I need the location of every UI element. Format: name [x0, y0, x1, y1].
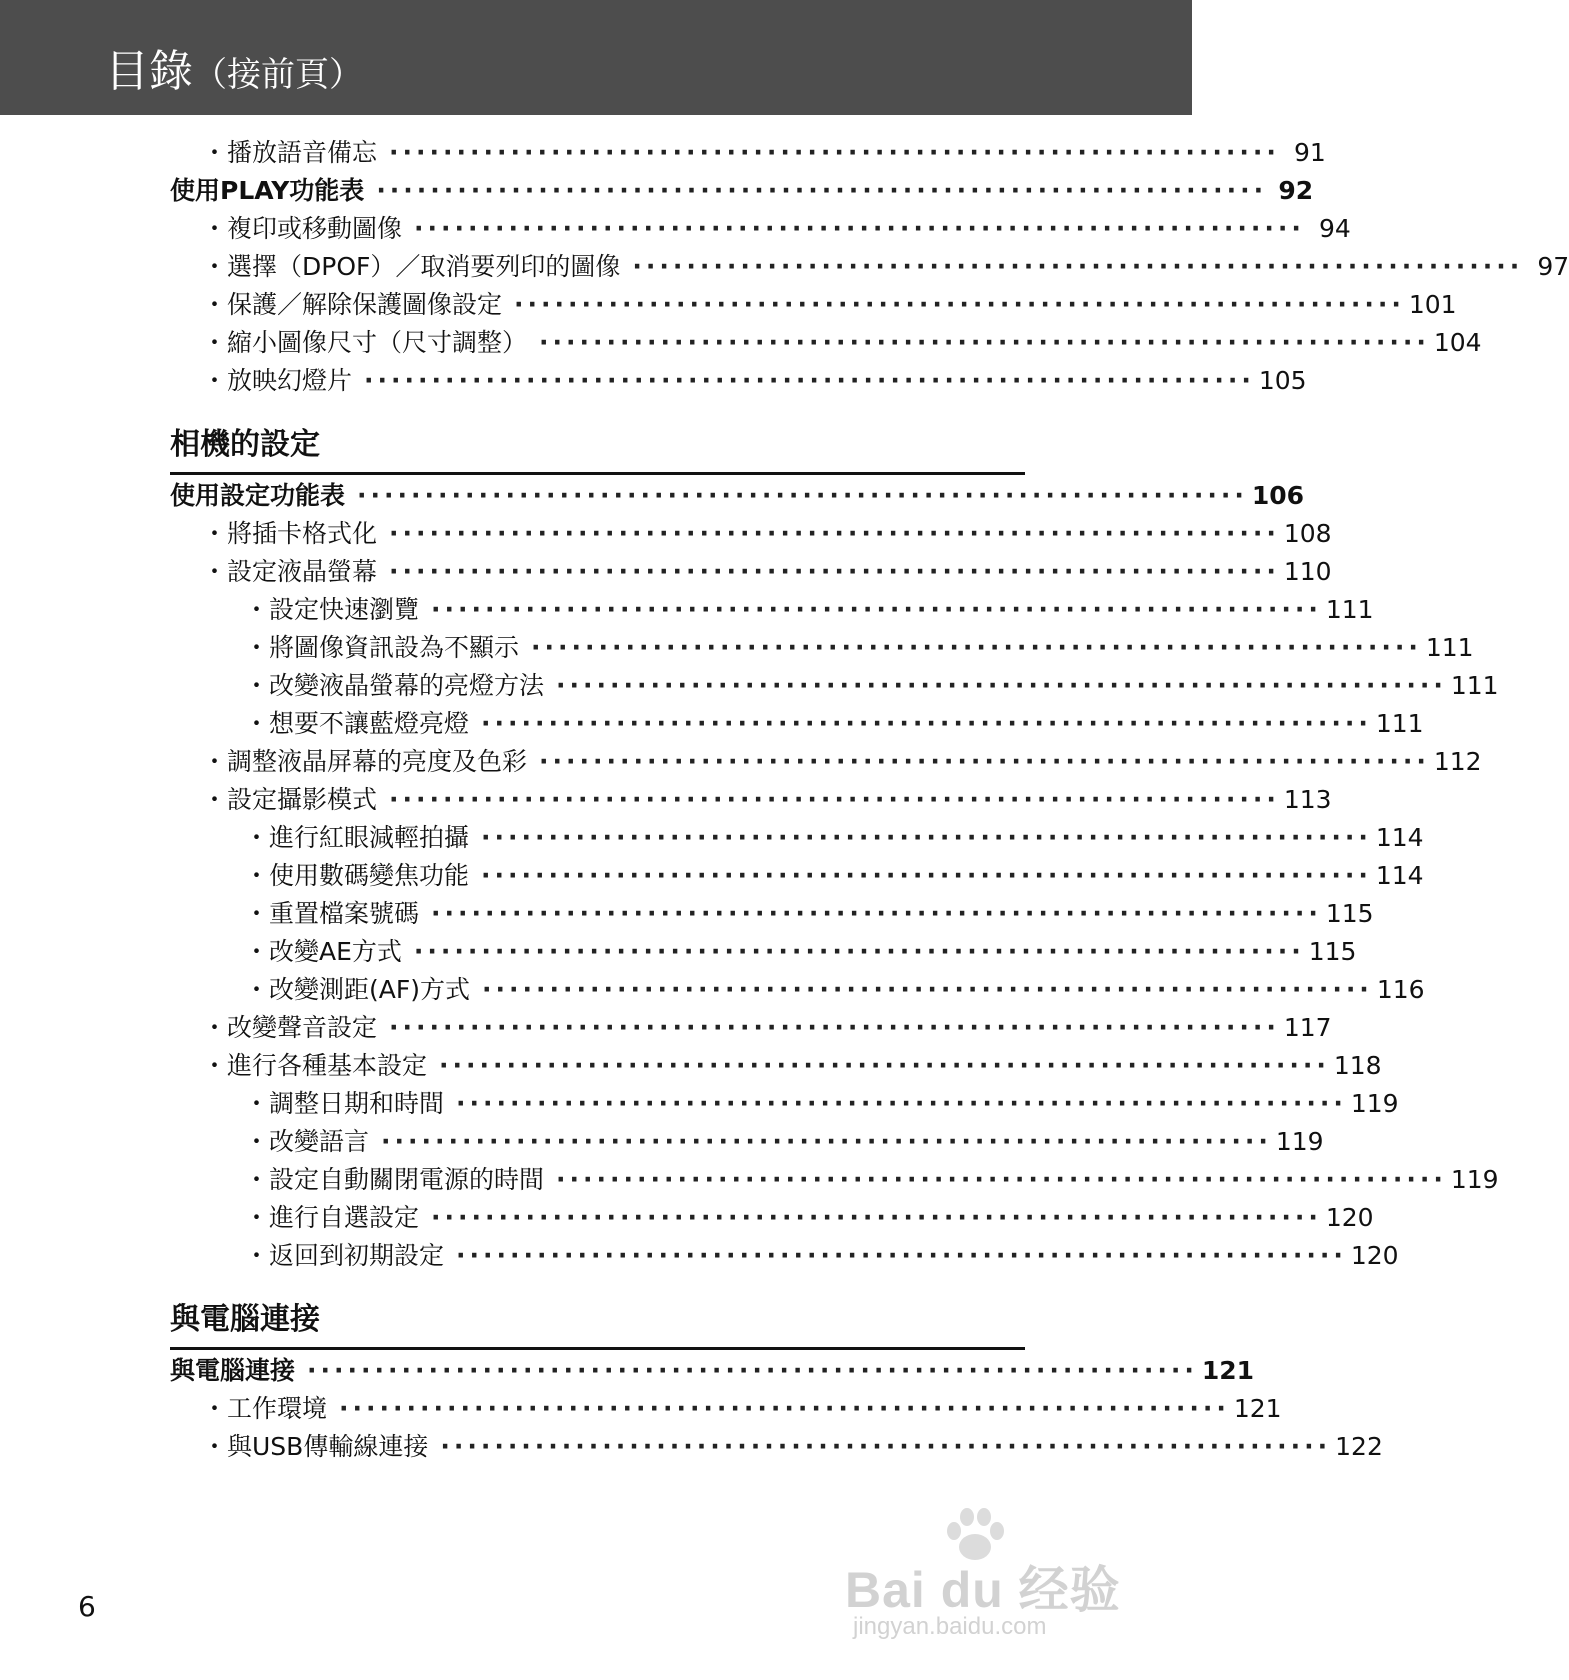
toc-entry-page: 121 — [1201, 1356, 1255, 1385]
toc-entry-label: ・工作環境 — [202, 1394, 328, 1423]
toc-entry-label: ・將插卡格式化 — [202, 519, 378, 548]
dot-leader: ·································································· — [440, 1432, 1332, 1461]
dot-leader: ·································································· — [456, 1089, 1347, 1118]
title-subtitle: （接前頁） — [193, 55, 363, 95]
toc-entry — [170, 705, 1424, 743]
toc-entry — [170, 971, 1425, 1009]
toc-entry — [170, 286, 1457, 324]
dot-leader: ·································································· — [539, 747, 1430, 776]
toc-entry — [170, 1123, 1324, 1161]
dot-leader: ·································································· — [357, 481, 1248, 510]
toc-entry-label: ・保護／解除保護圖像設定 — [202, 290, 503, 319]
title-text: 目錄 — [105, 46, 193, 97]
toc-entry-label: ・與USB傳輸線連接 — [202, 1432, 429, 1461]
dot-leader: ·································································· — [481, 861, 1372, 890]
dot-leader: ·································································· — [307, 1356, 1198, 1385]
page-header — [0, 0, 1192, 115]
toc-entry — [170, 933, 1357, 971]
toc-entry-page: 119 — [1275, 1127, 1324, 1156]
toc-entry-page: 114 — [1375, 823, 1424, 852]
toc-entry-page: 111 — [1425, 633, 1474, 662]
toc-entry — [170, 667, 1499, 705]
toc-entry-label: ・複印或移動圖像 — [202, 214, 403, 243]
toc-entry-label: 使用PLAY功能表 — [170, 176, 365, 205]
toc-entry — [170, 134, 1326, 172]
toc-entry — [170, 1161, 1499, 1199]
toc-entry-page: 116 — [1376, 975, 1425, 1004]
dot-leader: ·································································· — [413, 937, 1305, 966]
toc-entry-page: 111 — [1375, 709, 1424, 738]
dot-leader: ·································································· — [481, 823, 1372, 852]
toc-entry-label: ・放映幻燈片 — [202, 366, 353, 395]
toc-entry-page: 111 — [1325, 595, 1374, 624]
toc-entry-label: ・調整液晶屏幕的亮度及色彩 — [202, 747, 528, 776]
toc-entry — [170, 553, 1332, 591]
toc-entry-label: ・調整日期和時間 — [244, 1089, 445, 1118]
dot-leader: ·································································· — [389, 785, 1280, 814]
toc-entry-page: 117 — [1283, 1013, 1332, 1042]
toc-entry — [170, 591, 1374, 629]
baidu-watermark — [845, 1505, 1125, 1655]
header-title — [105, 44, 363, 103]
toc-entry-label: ・將圖像資訊設為不顯示 — [244, 633, 520, 662]
toc-entry-page: 105 — [1258, 366, 1307, 395]
toc-entry — [170, 743, 1482, 781]
toc-entry-label: 與電腦連接 — [170, 1356, 296, 1385]
toc-entry-page: 91 — [1294, 138, 1326, 167]
dot-leader: ·································································· — [481, 709, 1372, 738]
toc-entry — [170, 781, 1332, 819]
toc-entry-page: 120 — [1325, 1203, 1374, 1232]
toc-entry — [170, 477, 1305, 515]
toc-entry-page: 108 — [1283, 519, 1332, 548]
toc-entry-label: ・改變液晶螢幕的亮燈方法 — [244, 671, 545, 700]
toc-entry — [170, 857, 1424, 895]
toc-entry-page: 110 — [1283, 557, 1332, 586]
toc-entry — [170, 1390, 1282, 1428]
toc-entry-label: ・改變聲音設定 — [202, 1013, 378, 1042]
toc-entry — [170, 515, 1332, 553]
dot-leader: ·································································· — [556, 1165, 1447, 1194]
toc-entry — [170, 1009, 1332, 1047]
toc-entry-label: ・設定快速瀏覽 — [244, 595, 420, 624]
toc-entry-label: ・改變測距(AF)方式 — [244, 975, 470, 1004]
toc-entry-label: ・設定攝影模式 — [202, 785, 378, 814]
dot-leader: ·································································· — [539, 328, 1430, 357]
dot-leader: ·································································· — [381, 1127, 1272, 1156]
toc-entry-page: 113 — [1283, 785, 1332, 814]
toc-entry — [170, 895, 1374, 933]
section-heading: 相機的設定 — [170, 427, 320, 462]
toc-entry-page: 112 — [1433, 747, 1482, 776]
watermark-url: jingyan.baidu.com — [853, 1613, 1047, 1640]
toc-entry — [170, 324, 1482, 362]
toc-entry — [170, 1085, 1399, 1123]
toc-entry-page: 119 — [1450, 1165, 1499, 1194]
toc-entry — [170, 1047, 1382, 1085]
dot-leader: ·································································· — [389, 519, 1280, 548]
toc-entry-page: 118 — [1333, 1051, 1382, 1080]
toc-entry-label: ・進行紅眼減輕拍攝 — [244, 823, 470, 852]
page-number: 6 — [78, 1590, 96, 1623]
toc-entry — [170, 172, 1314, 210]
dot-leader: ·································································· — [339, 1394, 1230, 1423]
toc-entry-label: ・使用數碼變焦功能 — [244, 861, 470, 890]
toc-entry-page: 115 — [1325, 899, 1374, 928]
dot-leader: ·································································· — [364, 366, 1255, 395]
toc-entry-label: ・縮小圖像尺寸（尺寸調整） — [202, 328, 528, 357]
dot-leader: ·································································· — [414, 214, 1305, 243]
toc-entry-page: 92 — [1278, 176, 1314, 205]
toc-entry-label: ・改變AE方式 — [244, 937, 402, 966]
toc-entry-page: 101 — [1408, 290, 1457, 319]
dot-leader: ·································································· — [431, 595, 1322, 624]
toc-entry-label: ・進行各種基本設定 — [202, 1051, 428, 1080]
table-of-contents — [170, 134, 1569, 1466]
toc-entry — [170, 629, 1474, 667]
toc-entry-page: 104 — [1433, 328, 1482, 357]
toc-entry-label: ・重置檔案號碼 — [244, 899, 420, 928]
dot-leader: ·································································· — [389, 1013, 1280, 1042]
toc-entry-page: 111 — [1450, 671, 1499, 700]
toc-entry — [170, 248, 1569, 286]
toc-entry — [170, 210, 1351, 248]
dot-leader: ·································································· — [431, 899, 1322, 928]
toc-entry — [170, 1199, 1374, 1237]
toc-entry-page: 120 — [1350, 1241, 1399, 1270]
dot-leader: ·································································· — [389, 557, 1280, 586]
dot-leader: ·································································· — [456, 1241, 1347, 1270]
dot-leader: ·································································· — [556, 671, 1447, 700]
toc-entry-page: 121 — [1233, 1394, 1282, 1423]
dot-leader: ·································································· — [531, 633, 1422, 662]
toc-entry-label: ・播放語音備忘 — [202, 138, 378, 167]
toc-entry — [170, 819, 1424, 857]
toc-entry-page: 122 — [1335, 1432, 1383, 1461]
dot-leader: ·································································· — [632, 252, 1524, 281]
toc-entry-label: ・改變語言 — [244, 1127, 370, 1156]
toc-entry-page: 114 — [1375, 861, 1424, 890]
toc-entry-page: 94 — [1319, 214, 1351, 243]
toc-entry-label: 使用設定功能表 — [170, 481, 346, 510]
dot-leader: ·································································· — [376, 176, 1268, 205]
toc-entry-label: ・選擇（DPOF）／取消要列印的圖像 — [202, 252, 621, 281]
section-heading: 與電腦連接 — [170, 1302, 320, 1337]
toc-entry — [170, 1352, 1255, 1390]
dot-leader: ·································································· — [514, 290, 1405, 319]
dot-leader: ·································································· — [439, 1051, 1330, 1080]
toc-entry-label: ・返回到初期設定 — [244, 1241, 445, 1270]
toc-entry-page: 119 — [1350, 1089, 1399, 1118]
toc-entry — [170, 1428, 1383, 1466]
toc-entry-label: ・設定液晶螢幕 — [202, 557, 378, 586]
watermark-brand: Bai du 经验 — [845, 1562, 1121, 1618]
dot-leader: ·································································· — [431, 1203, 1322, 1232]
toc-entry — [170, 362, 1307, 400]
toc-entry-page: 115 — [1308, 937, 1357, 966]
toc-entry-page: 97 — [1537, 252, 1569, 281]
dot-leader: ·································································· — [482, 975, 1373, 1004]
toc-entry-label: ・進行自選設定 — [244, 1203, 420, 1232]
section-divider — [170, 472, 1025, 475]
toc-entry-label: ・設定自動關閉電源的時間 — [244, 1165, 545, 1194]
dot-leader: ·································································· — [389, 138, 1280, 167]
toc-entry-page: 106 — [1251, 481, 1305, 510]
section-divider — [170, 1347, 1025, 1350]
toc-entry-label: ・想要不讓藍燈亮燈 — [244, 709, 470, 738]
toc-entry — [170, 1237, 1399, 1275]
